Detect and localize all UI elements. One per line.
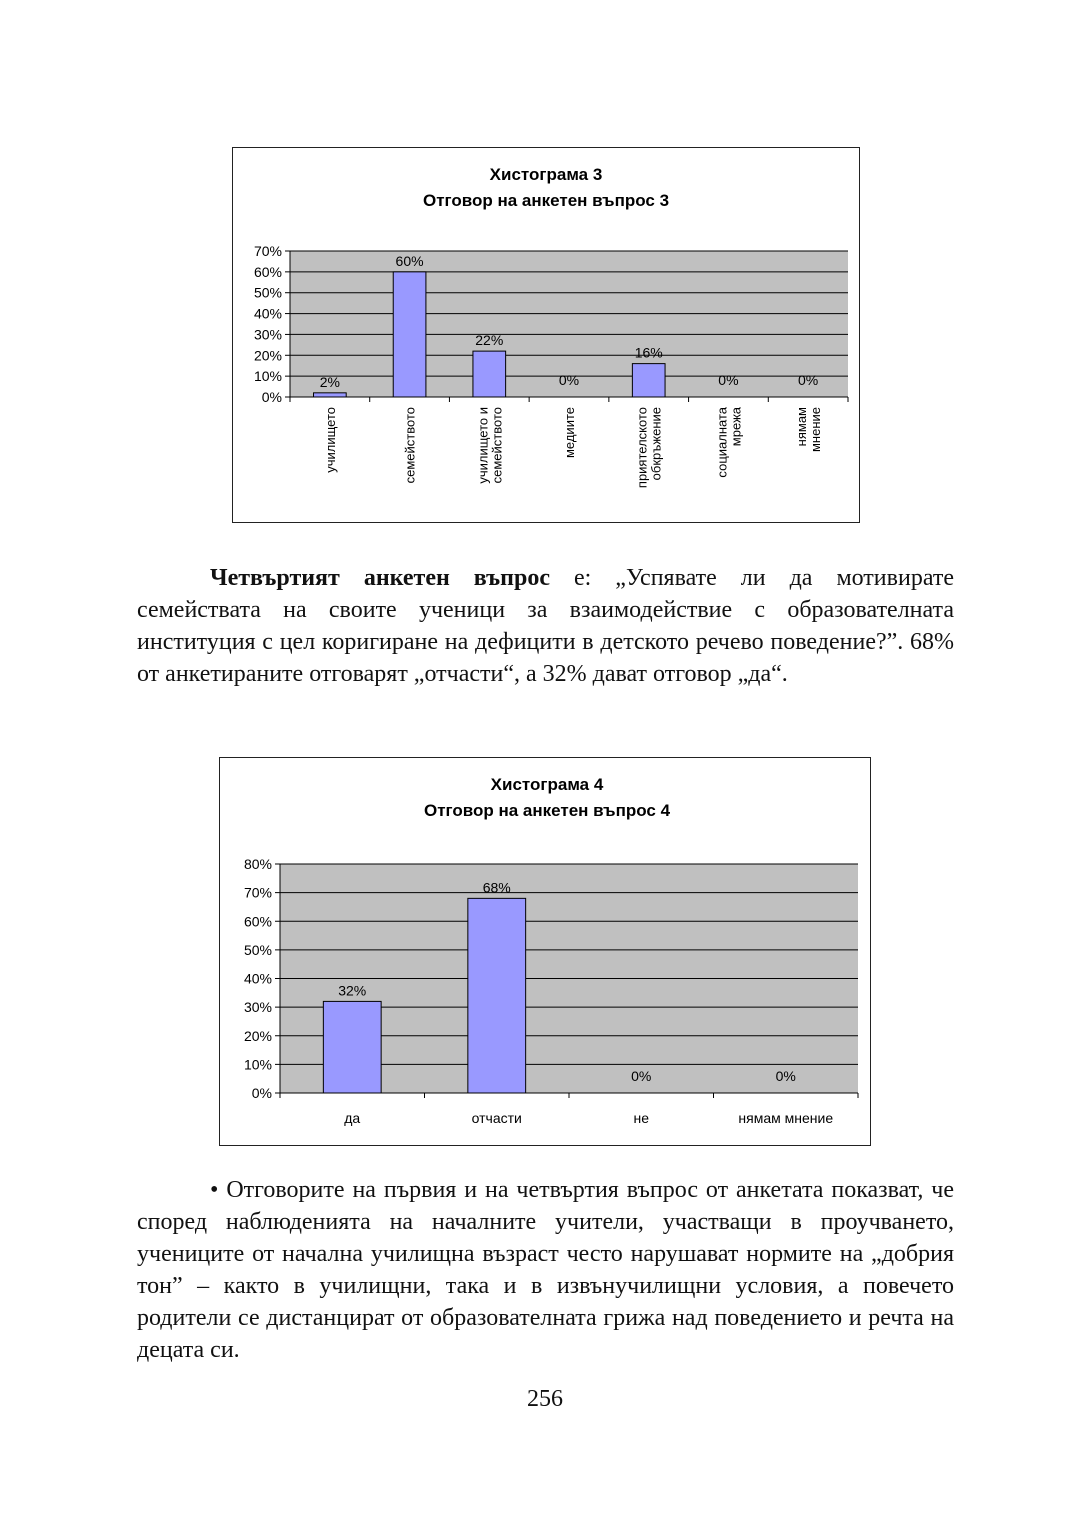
page-number: 256 [527, 1386, 563, 1412]
x-category-label-line: обкръжение [648, 407, 664, 481]
x-category-label-line: мрежа [728, 407, 744, 447]
paragraph-question-4-bold: Четвъртият анкетен въпрос [210, 565, 550, 591]
bar [468, 898, 526, 1093]
x-category-label-line: семейството [402, 407, 418, 484]
x-category-label [562, 407, 577, 458]
bar [632, 364, 665, 397]
y-tick-label: 60% [243, 913, 272, 930]
x-category-label-line: семейството [489, 407, 505, 484]
bar [473, 351, 506, 397]
data-label: 2% [319, 373, 340, 390]
histogram-4-frame [219, 757, 871, 1146]
x-category-label-line: училището и [475, 407, 491, 484]
y-tick-label: 20% [253, 347, 282, 364]
data-label: 0% [631, 1068, 652, 1084]
y-tick-label: 30% [243, 999, 272, 1016]
data-label: 0% [718, 372, 739, 388]
x-category-label-line: медиите [562, 407, 577, 459]
chart-title: Хистограма 4 [490, 775, 604, 794]
x-category-label [323, 407, 338, 473]
chart-title: Хистограма 3 [489, 165, 603, 184]
x-category-label [794, 407, 823, 452]
data-label: 0% [558, 372, 580, 388]
y-tick-label: 10% [243, 1056, 272, 1073]
paragraph-question-4 [137, 562, 954, 690]
chart-subtitle: Отговор на анкетен въпрос 3 [422, 191, 670, 210]
x-category-label: отчасти [471, 1110, 522, 1126]
paragraph-conclusion [137, 1174, 954, 1366]
data-label: 0% [775, 1068, 796, 1084]
x-category-label: нямам мнение [738, 1110, 834, 1126]
y-tick-label: 0% [251, 1085, 272, 1101]
histogram-3-frame [232, 147, 860, 523]
y-tick-label: 60% [253, 263, 282, 280]
paragraph-conclusion-text: • Отговорите на първия и на четвъртия въпрос от анкетата показват, че според наблюденията на началните учители, участващи в проучването, учениците от начална училищна възраст често нарушават нормите на „добрия тон” – както в училищни, така и в извънучилищни условия, а повечето родители се дистанцират от образователната грижа над поведението и речта на децата си. [137, 1177, 954, 1363]
histogram-4-chart [220, 758, 870, 1145]
data-label: 16% [634, 344, 663, 361]
x-category-label-line: училището [322, 407, 338, 473]
x-category-label-line: нямам [794, 407, 810, 447]
y-tick-label: 20% [243, 1027, 272, 1044]
y-tick-label: 10% [253, 368, 282, 385]
bar [393, 272, 426, 397]
x-category-label-line: социалната [714, 407, 730, 478]
histogram-3-chart [233, 148, 859, 522]
chart-subtitle: Отговор на анкетен въпрос 4 [423, 801, 671, 820]
y-tick-label: 70% [243, 884, 272, 901]
x-category-label: да [344, 1110, 361, 1126]
data-label: 22% [475, 332, 504, 349]
data-label: 0% [798, 372, 819, 388]
x-category-label [635, 407, 664, 488]
data-label: 32% [338, 982, 367, 999]
bar [314, 393, 347, 397]
x-category-label-line: приятелското [634, 407, 650, 489]
paragraph-question-4-text: е: „Успявате ли да мотивирате семействата на своите ученици за взаимодействие с образователната институция с цел коригиране на дефицити в детското речево поведение?”. 68% от анкетираните отговарят „отчасти“, а 32% дават отговор „да“. [137, 565, 954, 687]
x-category-label [714, 406, 743, 477]
x-category-label [475, 407, 504, 484]
x-category-label-line: мнение [808, 407, 824, 453]
y-tick-label: 70% [253, 243, 282, 259]
y-tick-label: 0% [261, 389, 282, 405]
data-label: 68% [482, 879, 511, 896]
x-category-label [403, 407, 418, 483]
y-tick-label: 30% [253, 326, 282, 343]
y-tick-label: 40% [243, 970, 272, 987]
bar [323, 1001, 381, 1093]
y-tick-label: 50% [253, 284, 282, 301]
data-label: 60% [395, 252, 424, 269]
x-category-label: не [633, 1110, 650, 1126]
y-tick-label: 80% [243, 856, 272, 872]
y-tick-label: 50% [243, 941, 272, 958]
y-tick-label: 40% [253, 305, 282, 322]
